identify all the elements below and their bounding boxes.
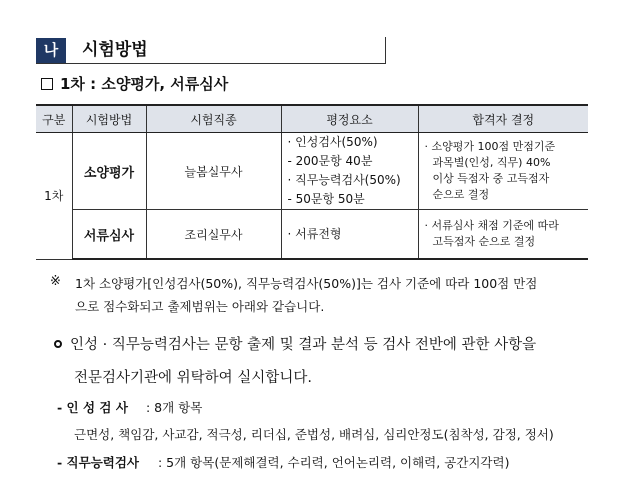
cell-items (281, 133, 418, 210)
checkbox-square-icon (41, 78, 53, 90)
section-underline (36, 63, 386, 64)
table-row (36, 210, 588, 260)
section-right-border (385, 37, 386, 64)
header-method: 시험방법 (72, 105, 146, 133)
cell-job: 늘봄실무사 (146, 133, 281, 210)
cell-job: 조리실무사 (146, 210, 281, 260)
item-value: : 8개 항목 (146, 400, 203, 415)
cell-method: 서류심사 (72, 210, 146, 260)
header-items: 평정요소 (281, 105, 418, 133)
cell-result (418, 133, 588, 210)
result-line: 순으로 결정 (432, 188, 490, 201)
exam-method-table (36, 104, 588, 260)
cell-method: 소양평가 (72, 133, 146, 210)
result-line: 이상 득점자 중 고득점자 (432, 172, 550, 185)
header-job: 시험직종 (146, 105, 281, 133)
result-line: · 서류심사 채점 기준에 따라 (424, 219, 559, 232)
note-line: 1차 소양평가[인성검사(50%), 직무능력검사(50%)]는 검사 기준에 따라 100점 만점 (75, 276, 538, 291)
section-badge: 나 (36, 38, 66, 63)
cell-items (281, 210, 418, 260)
header-result: 합격자 결정 (418, 105, 588, 133)
result-line: · 소양평가 100점 만점기준 (424, 140, 556, 153)
result-line: 고득점자 순으로 결정 (432, 235, 536, 248)
table-row (36, 133, 588, 210)
note-mark: ※ (50, 274, 61, 289)
item-line: · 서류전형 (287, 226, 342, 241)
paragraph-line: 인성 · 직무능력검사는 문항 출제 및 결과 분석 등 검사 전반에 관한 사항을 (70, 337, 537, 353)
ring-bullet-icon (54, 340, 62, 348)
section-title: 시험방법 (82, 40, 148, 60)
item-detail: 근면성, 책임감, 사교감, 적극성, 리더십, 준법성, 배려심, 심리안정도(침착성, 감정, 정서) (74, 427, 554, 442)
cell-result (418, 210, 588, 260)
subheading: 1차 : 소양평가, 서류심사 (60, 75, 229, 93)
note-line: 으로 점수화되고 출제범위는 아래와 같습니다. (75, 299, 325, 314)
item-line: · 직무능력검사(50%) (287, 173, 401, 187)
paragraph-line: 전문검사기관에 위탁하여 실시합니다. (74, 370, 312, 386)
item-label: - 인 성 검 사 (57, 400, 128, 415)
result-line: 과목별(인성, 직무) 40% (432, 156, 551, 169)
item-value: : 5개 항목(문제해결력, 수리력, 언어논리력, 이해력, 공간지각력) (158, 455, 510, 470)
header-gubun: 구분 (36, 105, 72, 133)
item-line: - 50문항 50분 (287, 192, 365, 206)
item-line: - 200문항 40분 (287, 154, 373, 168)
item-line: · 인성검사(50%) (287, 135, 378, 149)
table-header-row (36, 105, 588, 133)
item-label: - 직무능력검사 (57, 455, 139, 470)
cell-gubun: 1차 (36, 133, 72, 260)
